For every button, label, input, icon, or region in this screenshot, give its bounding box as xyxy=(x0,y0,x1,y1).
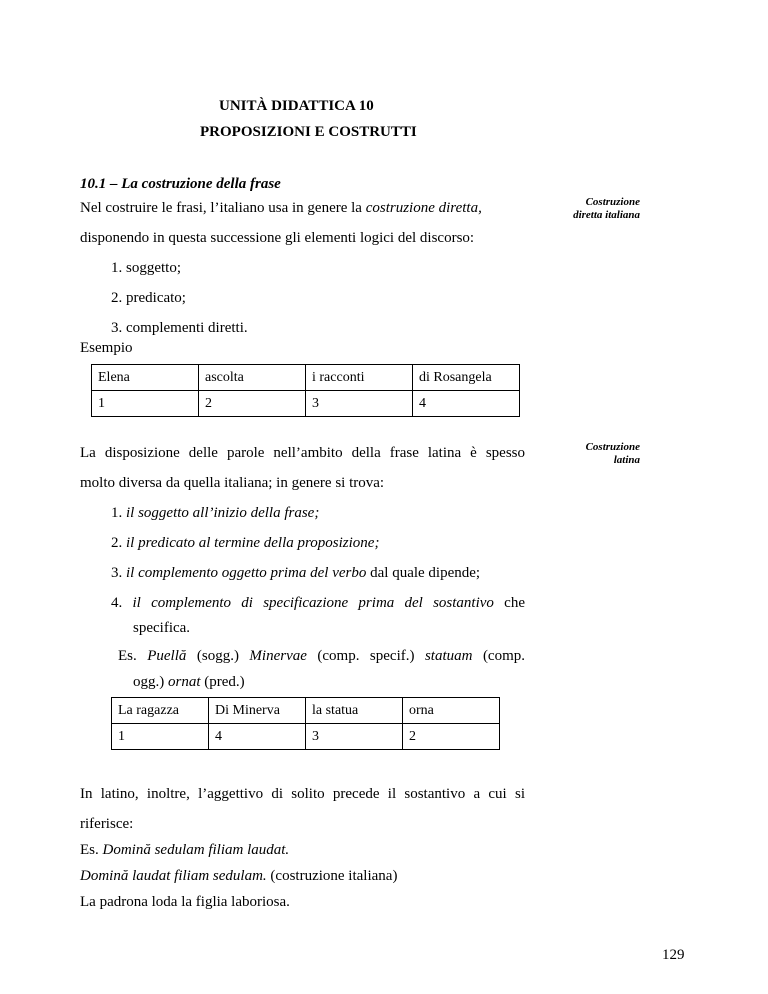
example2-tag-specif: (comp. specif.) xyxy=(306,648,425,664)
example2-word-puella: Puellă xyxy=(147,648,187,664)
list2-item-4-rest: che xyxy=(493,595,525,611)
example2-es: Es. xyxy=(118,648,148,664)
list2-item-3-num: 3. xyxy=(111,565,123,581)
table-cell: la statua xyxy=(306,698,403,724)
example-table-latin xyxy=(111,697,500,750)
list2-item-4-em: il complemento di specificazione prima del sostantivo xyxy=(132,595,494,611)
margin-note-latin-line1: Costruzione xyxy=(585,441,640,453)
table-cell: 2 xyxy=(199,391,306,417)
example-label: Esempio xyxy=(80,340,133,356)
table-row xyxy=(92,365,520,391)
para3-latin-example: Domină sedulam filiam laudat. xyxy=(102,842,290,858)
list1-item-3: 3. complementi diretti. xyxy=(111,320,248,336)
example-table-italian xyxy=(91,364,520,417)
table-cell: 1 xyxy=(92,391,199,417)
para1-line1 xyxy=(80,200,482,217)
para3-es: Es. xyxy=(80,842,103,858)
para3-line5: La padrona loda la figlia laboriosa. xyxy=(80,894,290,910)
list1-item-1: 1. soggetto; xyxy=(111,260,181,276)
table-cell: 3 xyxy=(306,724,403,750)
para3-note: (costruzione italiana) xyxy=(266,868,398,884)
margin-note-latin xyxy=(540,441,640,467)
table-row xyxy=(112,724,500,750)
table-cell: orna xyxy=(403,698,500,724)
example2-word-ornat: ornat xyxy=(168,674,201,690)
para1-line1-text: Nel costruire le frasi, l’italiano usa in genere la xyxy=(80,200,366,216)
example2-tag-comp: (comp. xyxy=(472,648,526,664)
section-heading: 10.1 – La costruzione della frase xyxy=(80,176,281,192)
para3-line3 xyxy=(80,842,289,859)
list2-item-4-num: 4. xyxy=(111,595,123,611)
table-cell: di Rosangela xyxy=(413,365,520,391)
table-cell: La ragazza xyxy=(112,698,209,724)
table-cell: 4 xyxy=(209,724,306,750)
para1-line2: disponendo in questa successione gli elementi logici del discorso: xyxy=(80,230,475,246)
list2-item-1-num: 1. xyxy=(111,505,123,521)
unit-subtitle: PROPOSIZIONI E COSTRUTTI xyxy=(200,124,417,140)
list2-item-1-text: il soggetto all’inizio della frase; xyxy=(126,505,320,521)
table-cell: ascolta xyxy=(199,365,306,391)
unit-title: UNITÀ DIDATTICA 10 xyxy=(219,98,374,114)
margin-note-direct xyxy=(540,196,640,222)
table-cell: Di Minerva xyxy=(209,698,306,724)
list2-item-3-rest: dal quale dipende; xyxy=(366,565,481,581)
list2-item-4-line2: specifica. xyxy=(133,620,191,636)
para1-line1-em: costruzione diretta, xyxy=(365,200,482,216)
para3-line1: In latino, inoltre, l’aggettivo di solito precede il sostantivo a cui si xyxy=(80,786,525,802)
para3-line2: riferisce: xyxy=(80,816,134,832)
table-row xyxy=(92,391,520,417)
page-number: 129 xyxy=(662,947,685,963)
table-cell: 3 xyxy=(306,391,413,417)
example2-line1 xyxy=(118,648,525,665)
example2-pred: (pred.) xyxy=(200,674,245,690)
list2-item-1 xyxy=(111,505,319,522)
example2-ogg: ogg.) xyxy=(133,674,168,690)
list2-item-3-em: il complemento oggetto prima del verbo xyxy=(126,565,367,581)
table-row xyxy=(112,698,500,724)
margin-note-latin-line2: latina xyxy=(613,454,640,466)
list1-item-2: 2. predicato; xyxy=(111,290,186,306)
list2-item-3 xyxy=(111,565,480,582)
table-cell: i racconti xyxy=(306,365,413,391)
example2-word-minervae: Minervae xyxy=(249,648,307,664)
table-cell: 4 xyxy=(413,391,520,417)
example2-line2 xyxy=(133,674,245,691)
para3-line4 xyxy=(80,868,397,885)
example2-word-statuam: statuam xyxy=(424,648,473,664)
para2-line2: molto diversa da quella italiana; in genere si trova: xyxy=(80,475,385,491)
list2-item-2 xyxy=(111,535,379,552)
margin-note-direct-line2: diretta italiana xyxy=(573,209,640,221)
example2-tag-sogg: (sogg.) xyxy=(186,648,250,664)
margin-note-direct-line1: Costruzione xyxy=(585,196,640,208)
table-cell: Elena xyxy=(92,365,199,391)
list2-item-4 xyxy=(111,595,525,612)
list2-item-2-num: 2. xyxy=(111,535,123,551)
table-cell: 2 xyxy=(403,724,500,750)
para2-line1: La disposizione delle parole nell’ambito della frase latina è spesso xyxy=(80,445,525,461)
table-cell: 1 xyxy=(112,724,209,750)
para3-latin-italian-order: Domină laudat filiam sedulam. xyxy=(80,868,267,884)
list2-item-2-text: il predicato al termine della proposizione; xyxy=(126,535,380,551)
